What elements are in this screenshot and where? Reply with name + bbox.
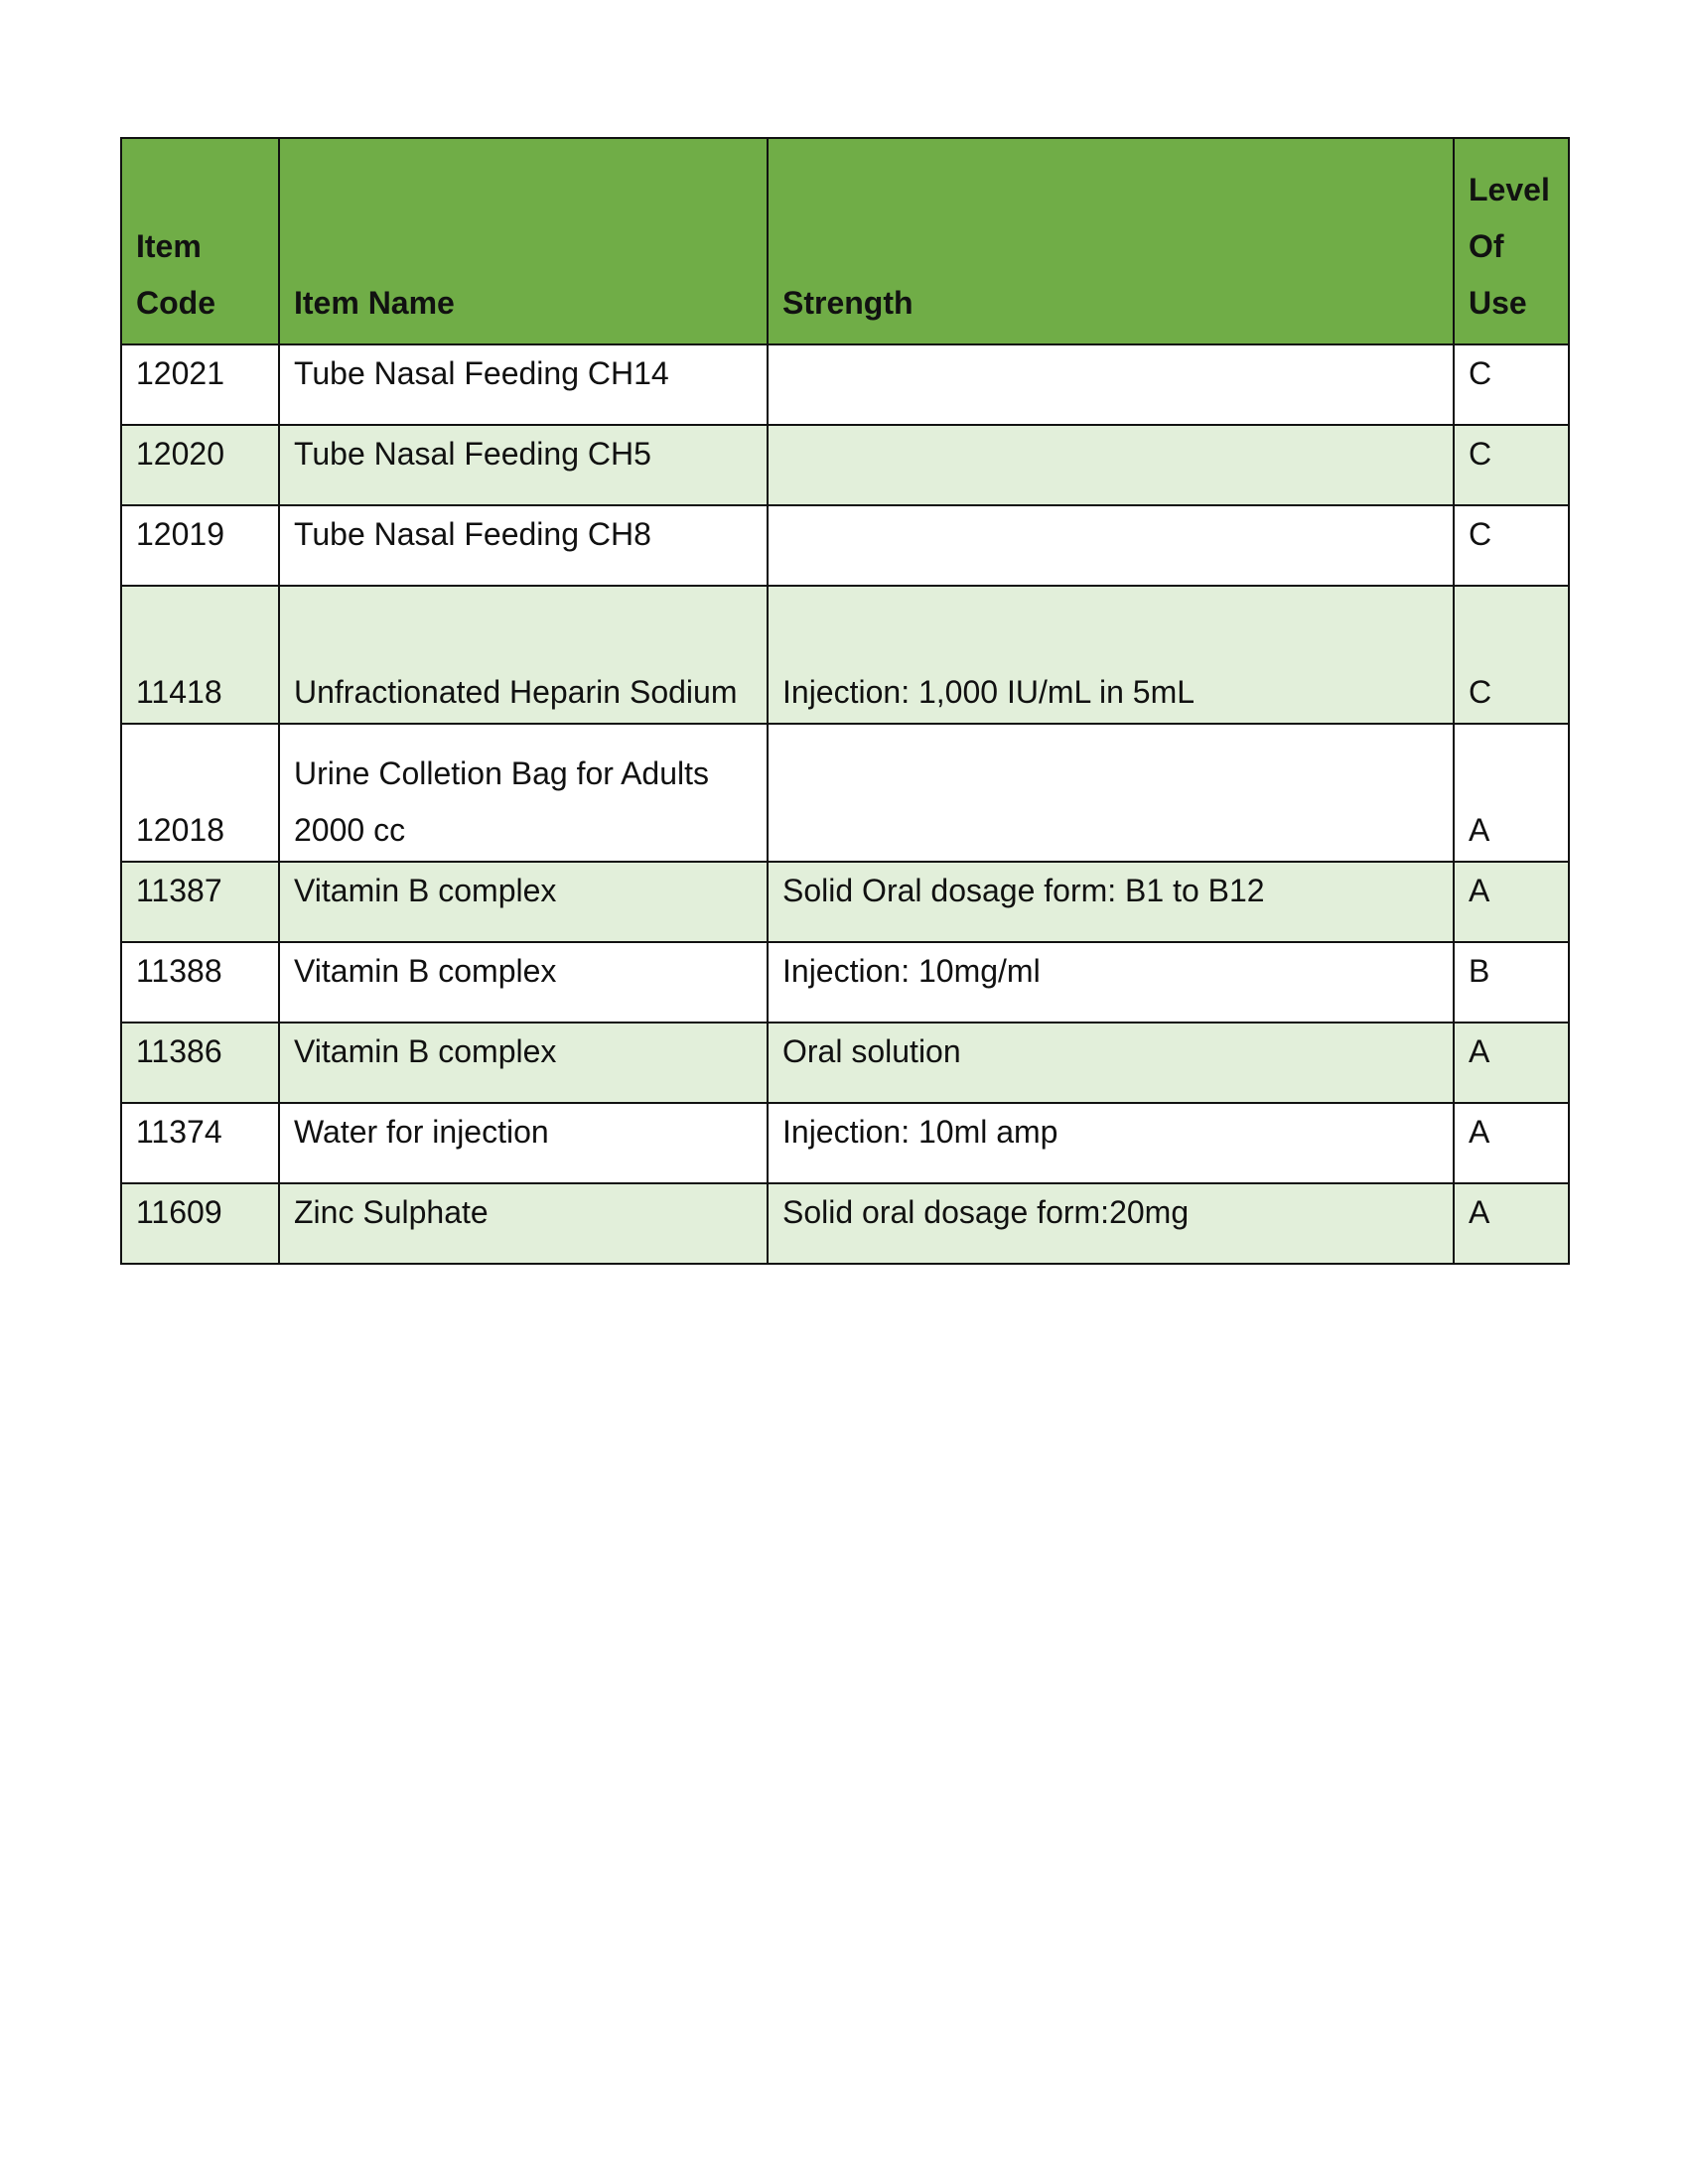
cell-item-code: 11374 <box>121 1103 279 1183</box>
header-item-code: Item Code <box>121 138 279 344</box>
cell-level-of-use: A <box>1454 724 1569 862</box>
table-row <box>121 1183 1569 1264</box>
cell-strength: Solid oral dosage form:20mg <box>768 1183 1454 1264</box>
cell-strength: Oral solution <box>768 1023 1454 1103</box>
header-strength: Strength <box>768 138 1454 344</box>
table-row <box>121 942 1569 1023</box>
cell-level-of-use: C <box>1454 344 1569 425</box>
cell-strength: Injection: 1,000 IU/mL in 5mL <box>768 586 1454 724</box>
cell-item-name: Zinc Sulphate <box>279 1183 768 1264</box>
cell-strength <box>768 505 1454 586</box>
cell-item-name: Urine Colletion Bag for Adults 2000 cc <box>279 724 768 862</box>
cell-level-of-use: C <box>1454 425 1569 505</box>
cell-item-code: 11418 <box>121 586 279 724</box>
cell-item-code: 12019 <box>121 505 279 586</box>
table-row <box>121 1103 1569 1183</box>
cell-level-of-use: A <box>1454 1023 1569 1103</box>
cell-item-code: 12021 <box>121 344 279 425</box>
cell-item-name: Tube Nasal Feeding CH8 <box>279 505 768 586</box>
cell-level-of-use: A <box>1454 1183 1569 1264</box>
table-row <box>121 724 1569 862</box>
cell-item-code: 11609 <box>121 1183 279 1264</box>
cell-strength <box>768 344 1454 425</box>
cell-strength: Solid Oral dosage form: B1 to B12 <box>768 862 1454 942</box>
table-header-row <box>121 138 1569 344</box>
table-row <box>121 505 1569 586</box>
cell-strength: Injection: 10ml amp <box>768 1103 1454 1183</box>
cell-item-name: Tube Nasal Feeding CH14 <box>279 344 768 425</box>
cell-item-code: 11386 <box>121 1023 279 1103</box>
cell-level-of-use: A <box>1454 862 1569 942</box>
cell-item-name: Vitamin B complex <box>279 862 768 942</box>
cell-strength: Injection: 10mg/ml <box>768 942 1454 1023</box>
cell-strength <box>768 724 1454 862</box>
cell-item-name: Water for injection <box>279 1103 768 1183</box>
cell-item-name: Vitamin B complex <box>279 942 768 1023</box>
cell-level-of-use: C <box>1454 586 1569 724</box>
cell-level-of-use: C <box>1454 505 1569 586</box>
table-row <box>121 344 1569 425</box>
cell-item-code: 11388 <box>121 942 279 1023</box>
cell-item-name: Tube Nasal Feeding CH5 <box>279 425 768 505</box>
cell-level-of-use: B <box>1454 942 1569 1023</box>
cell-item-name: Vitamin B complex <box>279 1023 768 1103</box>
header-item-name: Item Name <box>279 138 768 344</box>
cell-strength <box>768 425 1454 505</box>
table-row <box>121 1023 1569 1103</box>
table-row <box>121 862 1569 942</box>
table-row <box>121 425 1569 505</box>
cell-item-code: 12018 <box>121 724 279 862</box>
cell-level-of-use: A <box>1454 1103 1569 1183</box>
cell-item-code: 12020 <box>121 425 279 505</box>
cell-item-name: Unfractionated Heparin Sodium <box>279 586 768 724</box>
cell-item-code: 11387 <box>121 862 279 942</box>
table-row <box>121 586 1569 724</box>
header-level-of-use: Level Of Use <box>1454 138 1569 344</box>
item-table <box>120 137 1570 1265</box>
